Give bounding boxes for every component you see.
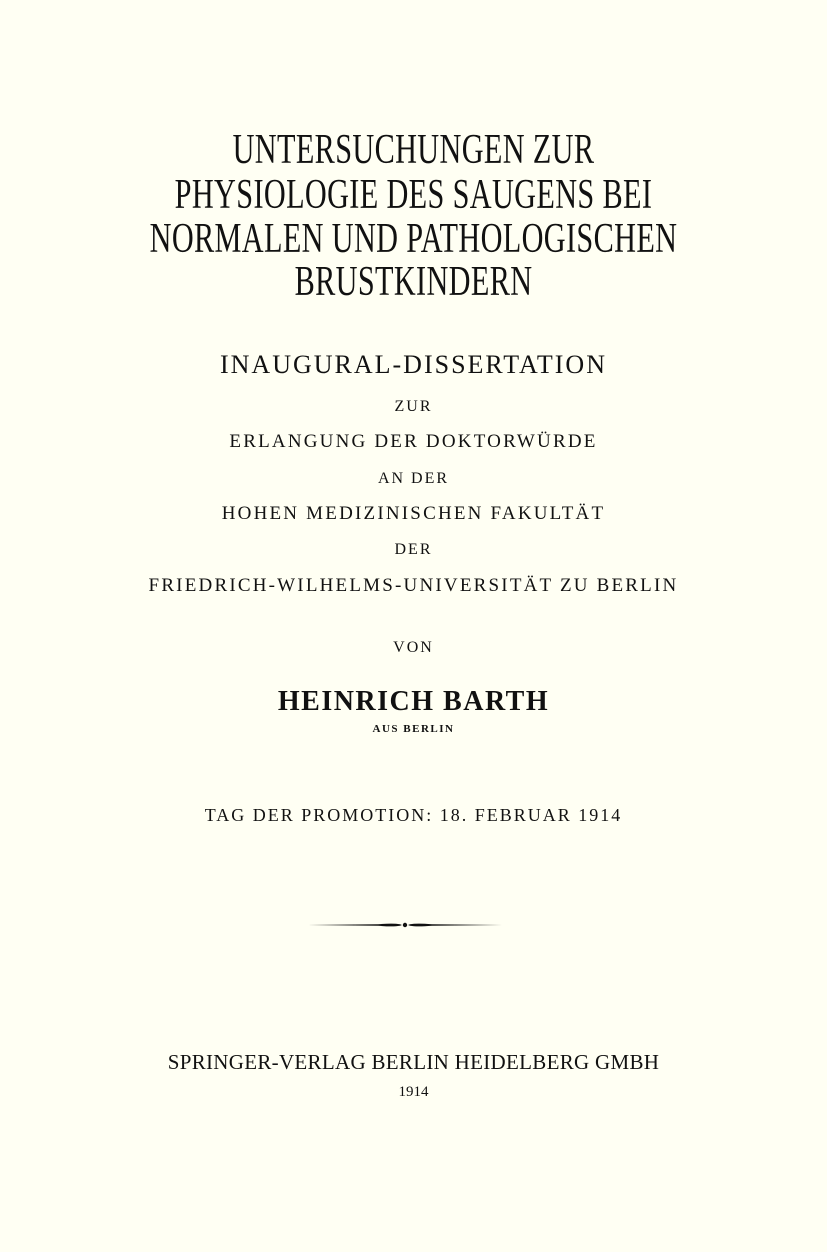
author-origin: AUS BERLIN — [372, 723, 455, 735]
der-text: DER — [394, 541, 433, 558]
dissertation-heading: INAUGURAL-DISSERTATION — [219, 350, 607, 379]
title-line-3: NORMALEN UND PATHOLOGISCHEN — [149, 216, 678, 262]
erlangung-text: ERLANGUNG DER DOKTORWÜRDE — [229, 431, 598, 452]
promotion-date: TAG DER PROMOTION: 18. FEBRUAR 1914 — [204, 805, 623, 825]
title-line-2: PHYSIOLOGIE DES SAUGENS BEI — [174, 172, 653, 218]
faculty-text: HOHEN MEDIZINISCHEN FAKULTÄT — [221, 503, 606, 524]
title-line-1: UNTERSUCHUNGEN ZUR — [232, 127, 595, 173]
zur-text: ZUR — [394, 398, 433, 415]
von-text: VON — [393, 639, 434, 656]
title-line-4: BRUSTKINDERN — [294, 259, 533, 305]
author-name: HEINRICH BARTH — [277, 686, 550, 717]
university-text: FRIEDRICH-WILHELMS-UNIVERSITÄT ZU BERLIN — [148, 575, 679, 596]
publisher-name: SPRINGER-VERLAG BERLIN HEIDELBERG GMBH — [167, 1050, 660, 1074]
ornament-divider-icon — [308, 917, 502, 933]
publication-year: 1914 — [398, 1084, 429, 1100]
an-der-text: AN DER — [377, 470, 450, 487]
